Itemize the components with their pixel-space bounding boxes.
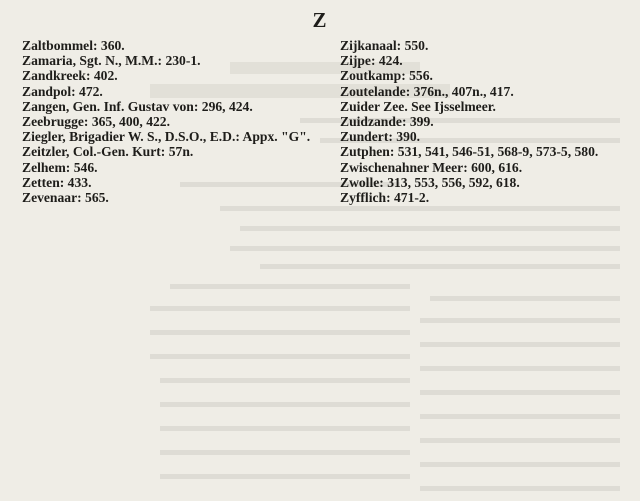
index-entry: Zevenaar: 565. <box>22 190 109 206</box>
index-entry: Zwolle: 313, 553, 556, 592, 618. <box>340 174 520 190</box>
index-entry: Zoutelande: 376n., 407n., 417. <box>340 83 514 99</box>
index-entry: Zutphen: 531, 541, 546-51, 568-9, 573-5, 580. <box>340 144 599 160</box>
index-entry: Zeitzler, Col.-Gen. Kurt: 57n. <box>22 144 194 160</box>
index-entry: Zwischenahner Meer: 600, 616. <box>340 159 523 175</box>
index-entry: Zyfflich: 471-2. <box>340 190 430 206</box>
index-entry: Zeebrugge: 365, 400, 422. <box>22 114 171 130</box>
index-entry: Zandpol: 472. <box>22 83 103 99</box>
index-entry: Zaltbommel: 360. <box>22 38 125 53</box>
index-column-left <box>22 38 322 205</box>
index-entry: Ziegler, Brigadier W. S., D.S.O., E.D.: Appx. "G". <box>22 129 311 145</box>
index-entry: Zandkreek: 402. <box>22 68 118 84</box>
index-entry: Zangen, Gen. Inf. Gustav von: 296, 424. <box>22 98 253 114</box>
index-column-right <box>340 38 630 205</box>
index-entry: Zijpe: 424. <box>340 53 403 69</box>
index-entry: Zundert: 390. <box>340 129 421 145</box>
index-entry: Zamaria, Sgt. N., M.M.: 230-1. <box>22 53 201 69</box>
section-letter-heading: Z <box>312 8 328 32</box>
index-entry: Zijkanaal: 550. <box>340 38 429 53</box>
index-entry: Zetten: 433. <box>22 174 92 190</box>
index-entry: Zuidzande: 399. <box>340 114 434 130</box>
index-entry: Zelhem: 546. <box>22 159 98 175</box>
index-entry: Zuider Zee. See Ijsselmeer. <box>340 98 496 114</box>
index-entry: Zoutkamp: 556. <box>340 68 433 84</box>
